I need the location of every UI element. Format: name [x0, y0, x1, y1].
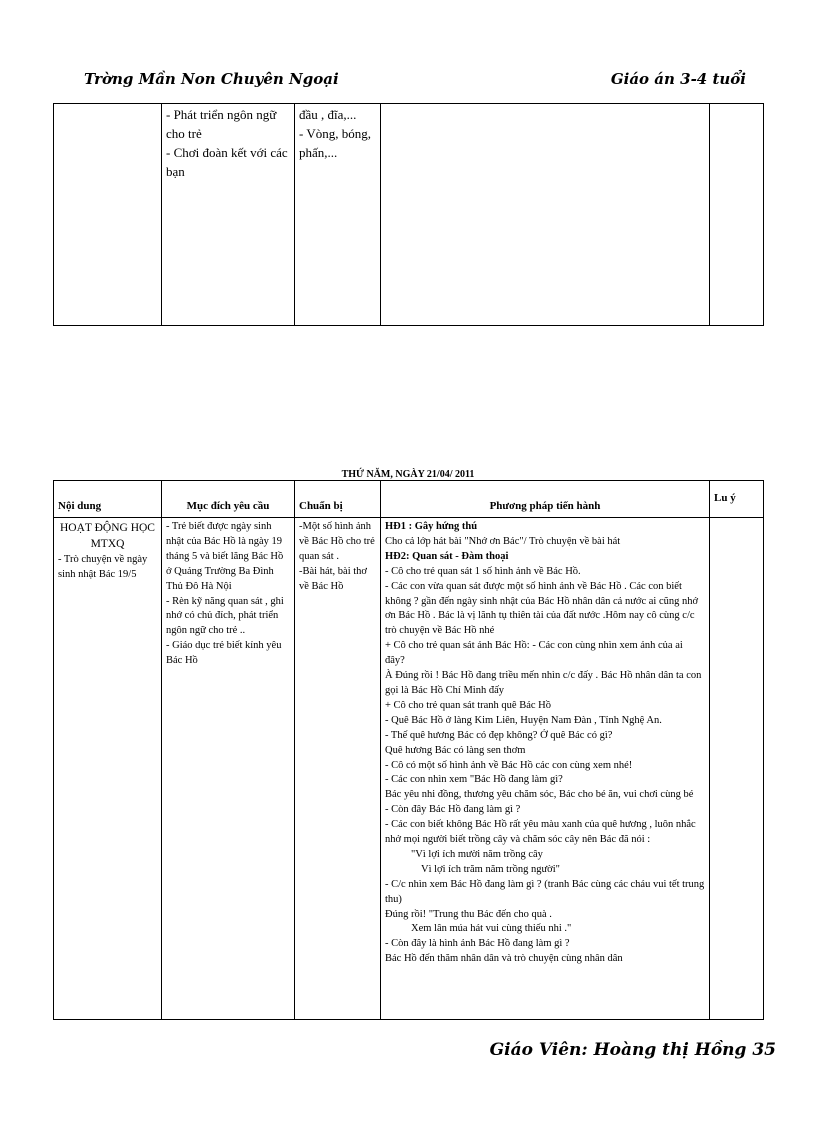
pp-line: - Các con vừa quan sát được một số hình ảnh về Bác Hồ . Các con biết không ? gần đến ngày sinh nhật của Bác Hồ nhân dân cả nước ai cũng nhớ ơn Bác Hồ . Bác là vị lãnh tụ thiên tài của đất nước .Hôm nay cô cùng c/c trò chuyện về Bác Hồ nhé	[385, 580, 699, 637]
muc-dich-cell	[162, 518, 295, 1020]
pp-line: Bác yêu nhi đồng, thương yêu chăm sóc, Bác cho bé ăn, vui chơi cùng bé	[385, 789, 694, 801]
pp-line: - C/c nhìn xem Bác Hồ đang làm gì ? (tranh Bác cùng các cháu vui tết trung thu)	[385, 878, 705, 905]
top-muc-dich-line: - Chơi đoàn kết với các bạn	[166, 144, 288, 179]
quote-line: Xem lân múa hát vui cùng thiếu nhi ."	[411, 923, 572, 935]
pp-line: - Quê Bác Hồ ở làng Kim Liên, Huyện Nam Đàn , Tỉnh Nghệ An.	[385, 714, 662, 726]
day-title: THỨ NĂM, NGÀY 21/04/ 2011	[341, 469, 475, 480]
activity-topic: - Trò chuyện về ngày sinh nhật Bác 19/5	[58, 553, 148, 580]
noi-dung-cell	[54, 518, 162, 1020]
chuan-bi-cell	[295, 518, 381, 1020]
pp-line: - Còn đây là hình ảnh Bác Hồ đang làm gì ?	[385, 938, 570, 950]
pp-line: - Còn đây Bác Hồ đang làm gì ?	[385, 804, 521, 816]
top-chuan-bi-cell	[295, 104, 381, 326]
quote-line: "Vì lợi ích mười năm trồng cây	[411, 848, 543, 860]
pp-line: - Các con nhìn xem "Bác Hồ đang làm gì?	[385, 774, 563, 786]
pp-line: - Cô cho trẻ quan sát 1 số hình ảnh về Bác Hồ.	[385, 565, 581, 577]
muc-dich-item: - Giáo dục trẻ biết kính yêu Bác Hồ	[166, 640, 282, 667]
activity-title: HOẠT ĐỘNG HỌC	[60, 522, 155, 534]
quote-line: Vì lợi ích trăm năm trồng người"	[421, 863, 560, 875]
luu-y-cell	[710, 518, 764, 1020]
pp-line: + Cô cho trẻ quan sát ảnh Bác Hồ: - Các con cùng nhìn xem ảnh của ai đây?	[385, 640, 683, 667]
pp-line: - Thế quê hương Bác có đẹp không? Ở quê Bác có gì?	[385, 729, 613, 741]
pp-line: + Cô cho trẻ quan sát tranh quê Bác Hồ	[385, 699, 552, 711]
top-muc-dich-line: - Phát triển ngôn ngữ cho trẻ	[166, 107, 277, 141]
pp-line: Cho cả lớp hát bài "Nhớ ơn Bác"/ Trò chuyện về bài hát	[385, 535, 621, 547]
chuan-bi-item: -Một số hình ảnh về Bác Hồ cho trẻ quan sát .	[299, 521, 375, 562]
pp-line: - Cô có một số hình ảnh về Bác Hồ các con cùng xem nhé!	[385, 759, 633, 771]
header-noi-dung: Nội dung	[54, 481, 162, 518]
activity-step-1: HĐ1 : Gây hứng thú	[385, 521, 478, 532]
phuong-phap-cell	[381, 518, 710, 1020]
pp-line: Đúng rồi! "Trung thu Bác đến cho quà .	[385, 908, 552, 920]
activity-subject: MTXQ	[90, 538, 125, 551]
pp-line: À Đúng rồi ! Bác Hồ đang triều mến nhìn c/c đấy . Bác Hồ nhân dân ta con gọi là Bác Hồ Chí Minh đấy	[385, 670, 702, 696]
muc-dich-item: - Trẻ biết được ngày sinh nhật của Bác Hồ là ngày 19 tháng 5 và biết lăng Bác Hồ ở Quảng Trường Ba Đình Thủ Đô Hà Nội	[166, 521, 284, 592]
lesson-table	[53, 480, 764, 1020]
pp-line: Bác Hồ đến thăm nhân dân và trò chuyện cùng nhân dân	[385, 953, 623, 965]
header-muc-dich: Mục đích yêu cầu	[162, 481, 295, 518]
header-luu-y: Lu ý	[710, 481, 764, 518]
footer-teacher: Giáo Viên: Hoàng thị Hồng 35	[489, 1040, 776, 1060]
top-chuan-bi-line: - Vòng, bóng, phấn,...	[299, 125, 371, 160]
chuan-bi-item: -Bài hát, bài thơ về Bác Hồ	[299, 565, 367, 592]
top-chuan-bi-line: đầu , đĩa,...	[299, 107, 357, 122]
header-school-name: Trờng Mần Non Chuyên Ngoại	[84, 70, 339, 88]
top-luu-y-cell	[710, 104, 764, 326]
top-phuong-phap-cell	[381, 104, 710, 326]
pp-line: Quê hương Bác có làng sen thơm	[385, 744, 526, 756]
header-chuan-bi: Chuẩn bị	[295, 481, 381, 518]
top-table	[53, 103, 764, 326]
top-noi-dung-cell	[54, 104, 162, 326]
top-muc-dich-cell	[162, 104, 295, 326]
muc-dich-item: - Rèn kỹ năng quan sát , ghi nhớ có chủ đích, phát triển ngôn ngữ cho trẻ ..	[166, 595, 284, 637]
header-lesson-plan: Giáo án 3-4 tuổi	[610, 70, 746, 88]
pp-line: - Các con biết không Bác Hồ rất yêu màu xanh của quê hương , luôn nhắc nhở mọi người biết trồng cây và chăm sóc cây nên Bác đã nói :	[385, 819, 696, 846]
activity-step-2: HĐ2: Quan sát - Đàm thoại	[385, 550, 509, 562]
header-phuong-phap: Phương pháp tiến hành	[381, 481, 710, 518]
